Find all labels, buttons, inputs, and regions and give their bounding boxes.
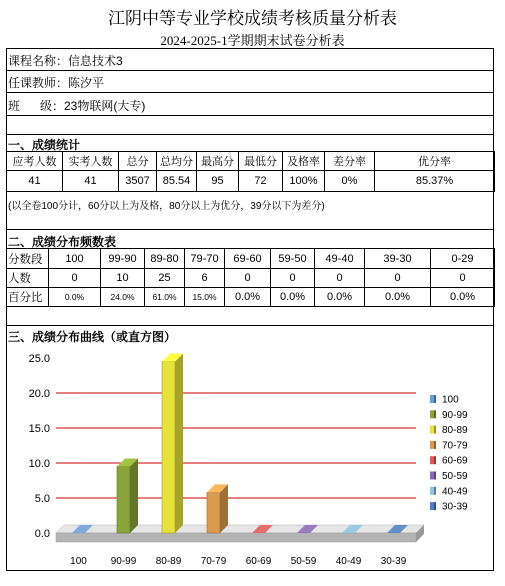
range-cell: 69-60	[225, 249, 271, 269]
y-tick-label: 5.0	[34, 493, 50, 505]
y-tick-label: 15.0	[28, 423, 50, 435]
value-cell: 100%	[283, 171, 325, 192]
row-label: 人数	[7, 269, 49, 288]
range-cell: 59-50	[271, 249, 315, 269]
count-cell: 10	[101, 269, 145, 288]
value-cell: 85.54	[157, 171, 197, 192]
histogram-bar	[162, 362, 175, 534]
range-cell: 0-29	[431, 249, 495, 269]
x-tick-label: 100	[70, 556, 87, 567]
value-cell: 0%	[325, 171, 375, 192]
range-cell: 79-70	[185, 249, 225, 269]
value-cell: 85.37%	[375, 171, 495, 192]
legend-swatch	[430, 426, 434, 434]
count-cell: 0	[315, 269, 365, 288]
distribution-table	[6, 248, 495, 307]
header-cell: 最高分	[197, 152, 239, 171]
histogram-bar-side	[175, 354, 183, 534]
section-heading-statistics: 一、成绩统计	[8, 138, 81, 152]
header-cell: 总均分	[157, 152, 197, 171]
row-label: 百分比	[7, 288, 49, 307]
divider	[6, 115, 493, 116]
distribution-row-count	[7, 269, 495, 288]
count-cell: 0	[49, 269, 101, 288]
legend-swatch-shade	[434, 410, 436, 418]
course-name: 课程名称：信息技术3	[8, 54, 123, 68]
y-tick-label: 25.0	[28, 353, 50, 365]
value-cell: 3507	[119, 171, 157, 192]
count-cell: 6	[185, 269, 225, 288]
report-title: 江阴中等专业学校成绩考核质量分析表	[108, 9, 397, 28]
chart-bars	[72, 354, 408, 534]
chart-floor-top	[56, 525, 424, 533]
legend-label: 50-59	[442, 471, 468, 482]
percent-cell: 0.0%	[49, 288, 101, 307]
legend-swatch-shade	[434, 487, 436, 495]
frame-line	[6, 48, 493, 49]
count-cell: 0	[271, 269, 315, 288]
legend-label: 100	[442, 394, 459, 406]
teacher-name: 任课教师：陈汐平	[8, 76, 105, 90]
y-tick-label: 0.0	[34, 528, 50, 540]
count-cell: 0	[365, 269, 431, 288]
percent-cell: 0.0%	[315, 288, 365, 307]
chart-y-axis-labels	[29, 353, 50, 540]
y-tick-label: 10.0	[28, 458, 50, 470]
x-tick-label: 40-49	[335, 556, 362, 567]
header-cell: 及格率	[283, 152, 325, 171]
header-cell: 差分率	[325, 152, 375, 171]
x-tick-label: 70-79	[200, 556, 227, 567]
legend-swatch-shade	[434, 395, 436, 403]
divider	[6, 229, 493, 230]
range-cell: 89-80	[145, 249, 185, 269]
count-cell: 0	[225, 269, 271, 288]
legend-swatch	[430, 502, 434, 510]
legend-swatch	[430, 456, 434, 464]
section-heading-histogram: 三、成绩分布曲线（或直方图）	[8, 330, 177, 344]
range-cell: 39-30	[365, 249, 431, 269]
frame-right	[493, 48, 494, 571]
range-cell: 99-90	[101, 249, 145, 269]
value-cell: 41	[63, 171, 119, 192]
chart-legend	[430, 395, 468, 513]
y-tick-label: 20.0	[28, 388, 50, 400]
percent-cell: 0.0%	[271, 288, 315, 307]
report-subtitle: 2024-2025-1学期期末试卷分析表	[160, 33, 345, 48]
range-cell: 49-40	[315, 249, 365, 269]
legend-label: 30-39	[442, 501, 468, 513]
histogram-bar-side	[130, 459, 138, 534]
legend-label: 60-69	[442, 455, 468, 467]
histogram-bar-side	[220, 484, 228, 533]
legend-label: 90-99	[442, 409, 468, 421]
chart-x-axis-labels	[70, 556, 407, 567]
count-cell: 0	[431, 269, 495, 288]
header-cell: 总分	[119, 152, 157, 171]
legend-swatch-shade	[434, 456, 436, 464]
header-cell: 实考人数	[63, 152, 119, 171]
chart-gridlines	[56, 393, 416, 498]
distribution-row-percent	[7, 288, 495, 307]
value-cell: 72	[239, 171, 283, 192]
header-cell: 应考人数	[7, 152, 63, 171]
distribution-row-ranges	[7, 249, 495, 269]
divider	[6, 325, 493, 326]
value-cell: 41	[7, 171, 63, 192]
legend-swatch	[430, 395, 434, 403]
legend-swatch-shade	[434, 441, 436, 449]
legend-swatch-shade	[434, 502, 436, 510]
legend-swatch-shade	[434, 472, 436, 480]
x-tick-label: 30-39	[380, 556, 407, 567]
section-heading-distribution: 二、成绩分布频数表	[8, 235, 117, 249]
percent-cell: 0.0%	[225, 288, 271, 307]
statistics-value-row	[7, 171, 495, 192]
histogram-bar	[117, 467, 130, 534]
percent-cell: 0.0%	[365, 288, 431, 307]
grading-note: (以全卷100分计，60分以上为及格，80分以上为优分，39分以下为差分)	[8, 201, 325, 212]
divider	[6, 70, 493, 71]
legend-swatch	[430, 472, 434, 480]
x-tick-label: 90-99	[110, 556, 137, 567]
legend-swatch	[430, 410, 434, 418]
histogram-bar	[207, 492, 220, 533]
legend-swatch	[430, 441, 434, 449]
header-cell: 优分率	[375, 152, 495, 171]
legend-swatch	[430, 487, 434, 495]
row-label: 分数段	[7, 249, 49, 269]
percent-cell: 15.0%	[185, 288, 225, 307]
divider	[6, 92, 493, 93]
x-tick-label: 60-69	[245, 556, 272, 567]
chart-floor	[56, 525, 424, 542]
x-tick-label: 50-59	[290, 556, 317, 567]
statistics-header-row	[7, 152, 495, 171]
percent-cell: 24.0%	[101, 288, 145, 307]
count-cell: 25	[145, 269, 185, 288]
value-cell: 95	[197, 171, 239, 192]
divider	[6, 134, 493, 135]
legend-swatch-shade	[434, 426, 436, 434]
legend-label: 40-49	[442, 486, 468, 498]
range-cell: 100	[49, 249, 101, 269]
x-tick-label: 80-89	[155, 556, 182, 567]
score-histogram	[6, 345, 493, 569]
frame-bottom	[6, 570, 493, 571]
header-cell: 最低分	[239, 152, 283, 171]
percent-cell: 61.0%	[145, 288, 185, 307]
class-name: 班 级：23物联网(大专)	[8, 99, 146, 113]
legend-label: 80-89	[442, 425, 468, 437]
percent-cell: 0.0%	[431, 288, 495, 307]
chart-floor-front	[56, 533, 416, 542]
statistics-table	[6, 151, 495, 192]
legend-label: 70-79	[442, 440, 468, 452]
